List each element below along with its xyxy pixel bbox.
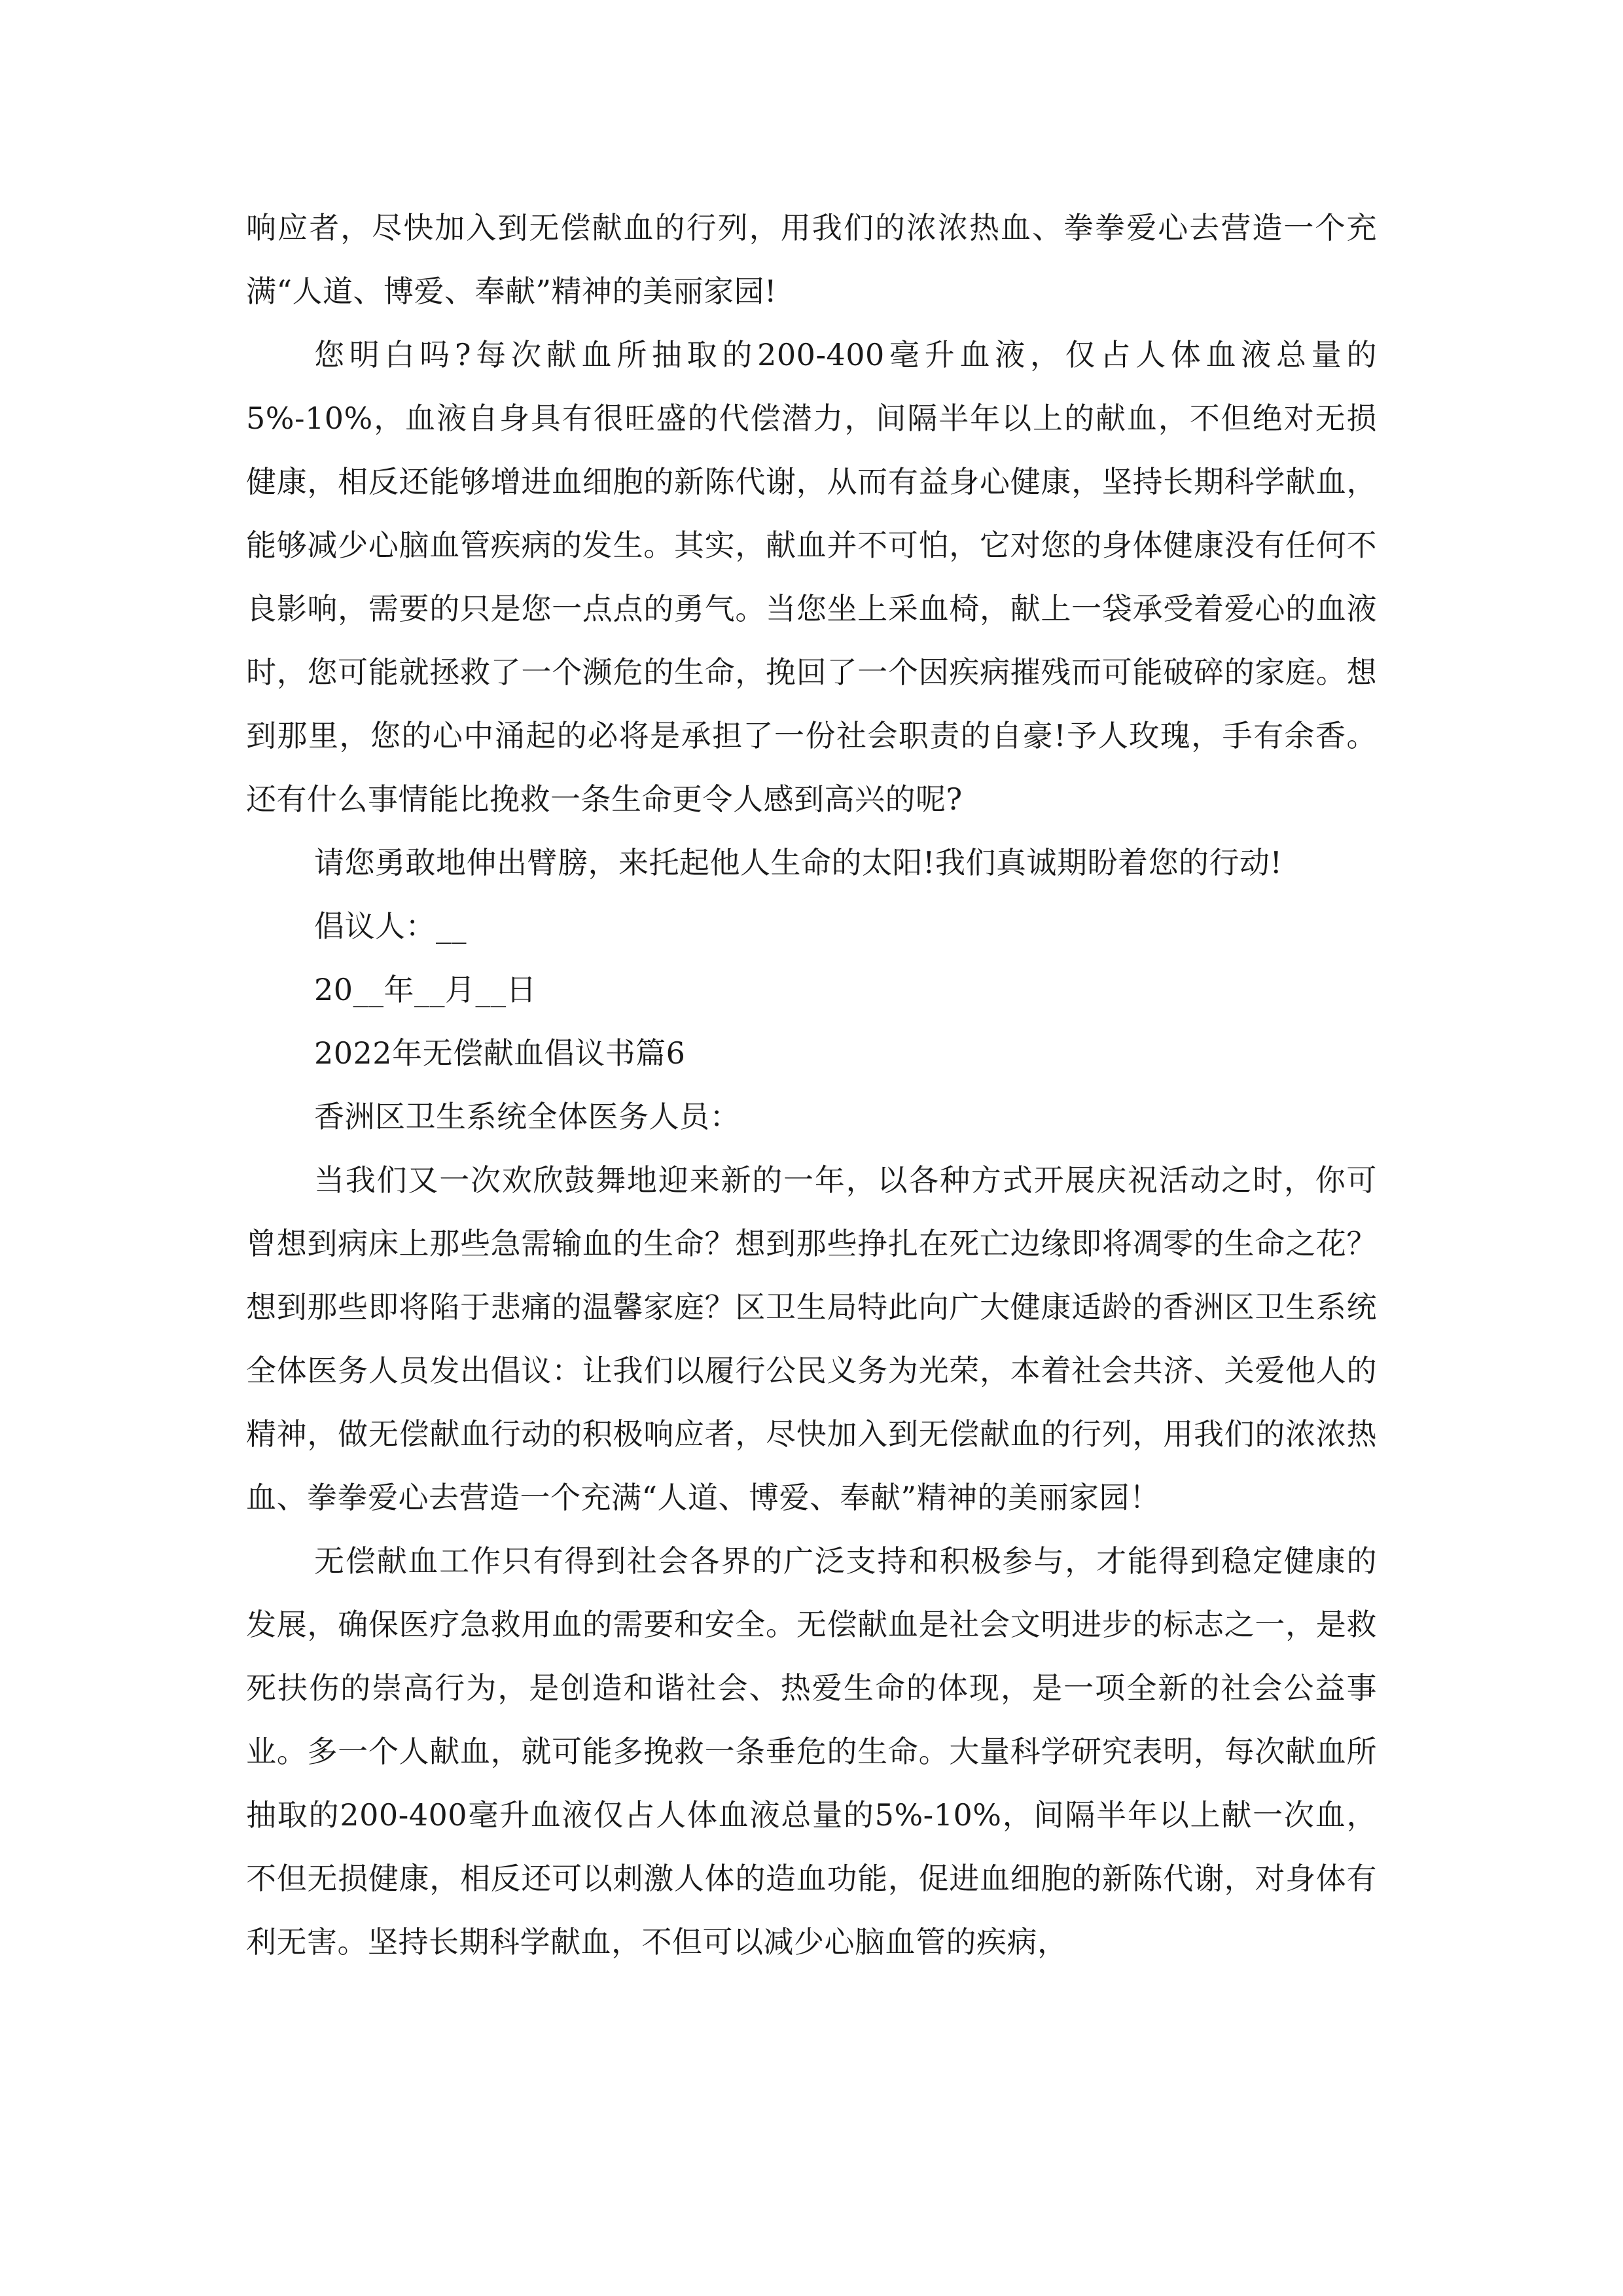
salutation: 香洲区卫生系统全体医务人员：	[314, 1099, 740, 1134]
date-line: 20__年__月__日	[314, 972, 537, 1007]
paragraph-new-year-appeal: 当我们又一次欢欣鼓舞地迎来新的一年，以各种方式开展庆祝活动之时，你可曾想到病床上那些急需输血的生命？想到那些挣扎在死亡边缘即将凋零的生命之花？想到那些即将陷于悲痛的温馨家庭？区卫生局特此向广大健康适龄的香洲区卫生系统全体医务人员发出倡议：让我们以履行公民义务为光荣，本着社会共济、关爱他人的精神，做无偿献血行动的积极响应者，尽快加入到无偿献血的行列，用我们的浓浓热血、拳拳爱心去营造一个充满“人道、博爱、奉献”精神的美丽家园！	[246, 1162, 1377, 1515]
paragraph-social-support: 无偿献血工作只有得到社会各界的广泛支持和积极参与，才能得到稳定健康的发展，确保医疗急救用血的需要和安全。无偿献血是社会文明进步的标志之一，是救死扶伤的崇高行为，是创造和谐社会、热爱生命的体现，是一项全新的社会公益事业。多一个人献血，就可能多挽救一条垂危的生命。大量科学研究表明，每次献血所抽取的200-400毫升血液仅占人体血液总量的5%-10%，间隔半年以上献一次血，不但无损健康，相反还可以刺激人体的造血功能，促进血细胞的新陈代谢，对身体有利无害。坚持长期科学献血，不但可以减少心脑血管的疾病，	[246, 1543, 1377, 1960]
paragraph-call-to-action: 请您勇敢地伸出臂膀，来托起他人生命的太阳!我们真诚期盼着您的行动!	[314, 845, 1283, 880]
paragraph-continuation: 响应者，尽快加入到无偿献血的行列，用我们的浓浓热血、拳拳爱心去营造一个充满“人道、博爱、奉献”精神的美丽家园!	[246, 210, 1377, 309]
section-title: 2022年无偿献血倡议书篇6	[314, 1035, 686, 1071]
paragraph-blood-facts: 您明白吗?每次献血所抽取的200-400毫升血液，仅占人体血液总量的5%-10%，血液自身具有很旺盛的代偿潜力，间隔半年以上的献血，不但绝对无损健康，相反还能够增进血细胞的新陈代谢，从而有益身心健康，坚持长期科学献血，能够减少心脑血管疾病的发生。其实，献血并不可怕，它对您的身体健康没有任何不良影响，需要的只是您一点点的勇气。当您坐上采血椅，献上一袋承受着爱心的血液时，您可能就拯救了一个濒危的生命，挽回了一个因疾病摧残而可能破碎的家庭。想到那里，您的心中涌起的必将是承担了一份社会职责的自豪!予人玫瑰，手有余香。还有什么事情能比挽救一条生命更令人感到高兴的呢?	[246, 337, 1377, 817]
proposer-line: 倡议人：__	[314, 908, 467, 944]
document-body	[246, 196, 1377, 1974]
